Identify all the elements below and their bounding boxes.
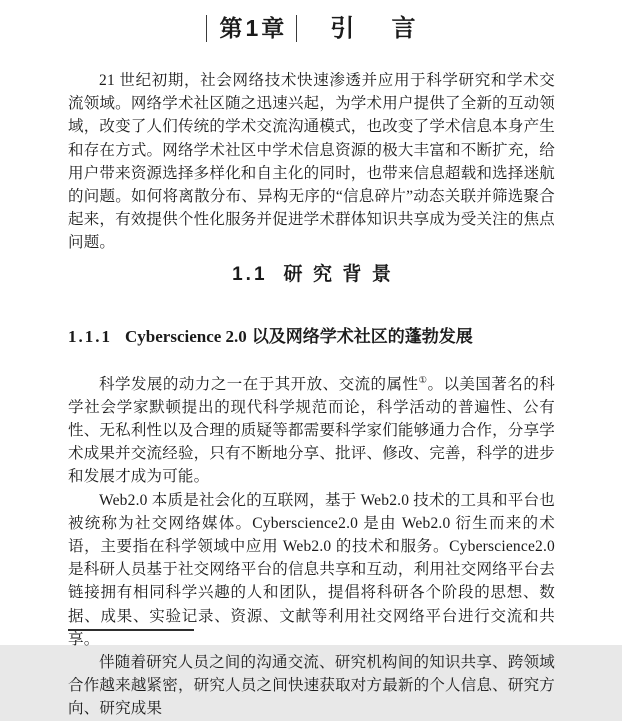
section-heading-1-1 <box>68 263 555 287</box>
footnote-marker: ① <box>418 375 428 386</box>
subsection-heading-1-1-1 <box>68 325 555 349</box>
subsection-number: 1.1.1 <box>68 326 112 346</box>
chapter-label-right-bar-icon <box>296 15 297 42</box>
paragraph-intro: 21 世纪初期，社会网络技术快速渗透并应用于科学研究和学术交流领域。网络学术社区随之迅速兴起，为学术用户提供了全新的互动领域，改变了人们传统的学术交流沟通模式，也改变了学术信息本身产生和存在方式。网络学术社区中学术信息资源的极大丰富和不断扩充，给用户带来资源选择多样化和自主化的同时，也带来信息超载和选择迷航的问题。如何将离散分布、异构无序的“信息碎片”动态关联并筛选聚合起来，有效提供个性化服务并促进学术群体知识共享成为受关注的焦点问题。 <box>68 72 555 252</box>
chapter-title: 引言 <box>330 14 453 42</box>
subsection-title-chinese: 以及网络学术社区的蓬勃发展 <box>251 326 473 346</box>
paragraph-collaboration: 伴随着研究人员之间的沟通交流、研究机构间的知识共享、跨领域合作越来越紧密，研究人员之间快速获取对方最新的个人信息、研究方向、研究成果 <box>68 654 555 718</box>
page-content <box>68 69 555 721</box>
paragraph-web20: Web2.0 本质是社会化的互联网，基于 Web2.0 技术的工具和平台也被统称为社交网络媒体。Cyberscience2.0 是由 Web2.0 衍生而来的术语，主要指在科学领域中应用 Web2.0 的技术和服务。Cyberscience2.0 是科研人员基于社交网络平台的信息共享和互动，利用社交网络平台去链接拥有相同科学兴趣的人和团队，提倡将科研各个阶段的思想、数据、成果、实验记录、资源、文献等利用社交网络平台进行交流和共享。 <box>68 491 555 648</box>
paragraph-science-openness <box>68 373 555 489</box>
para-2-text-before-note: 科学发展的动力之一在于其开放、交流的属性 <box>99 375 419 393</box>
chapter-header <box>0 0 622 43</box>
footnote-separator <box>68 629 194 631</box>
subsection-title-latin: Cyberscience 2.0 <box>125 326 247 346</box>
chapter-number: 第1章 <box>219 14 288 41</box>
para-2-text-after-note: 。以美国著名的科学社会学家默顿提出的现代科学规范而论，科学活动的普遍性、公有性、无私利性以及合理的质疑等都需要科学家们能够通力合作，分享学术成果并交流经验，只有不断地分享、批评、修改、完善，科学的进步和发展才成为可能。 <box>68 375 555 486</box>
section-title: 研究背景 <box>283 263 402 285</box>
section-number: 1.1 <box>232 263 268 285</box>
